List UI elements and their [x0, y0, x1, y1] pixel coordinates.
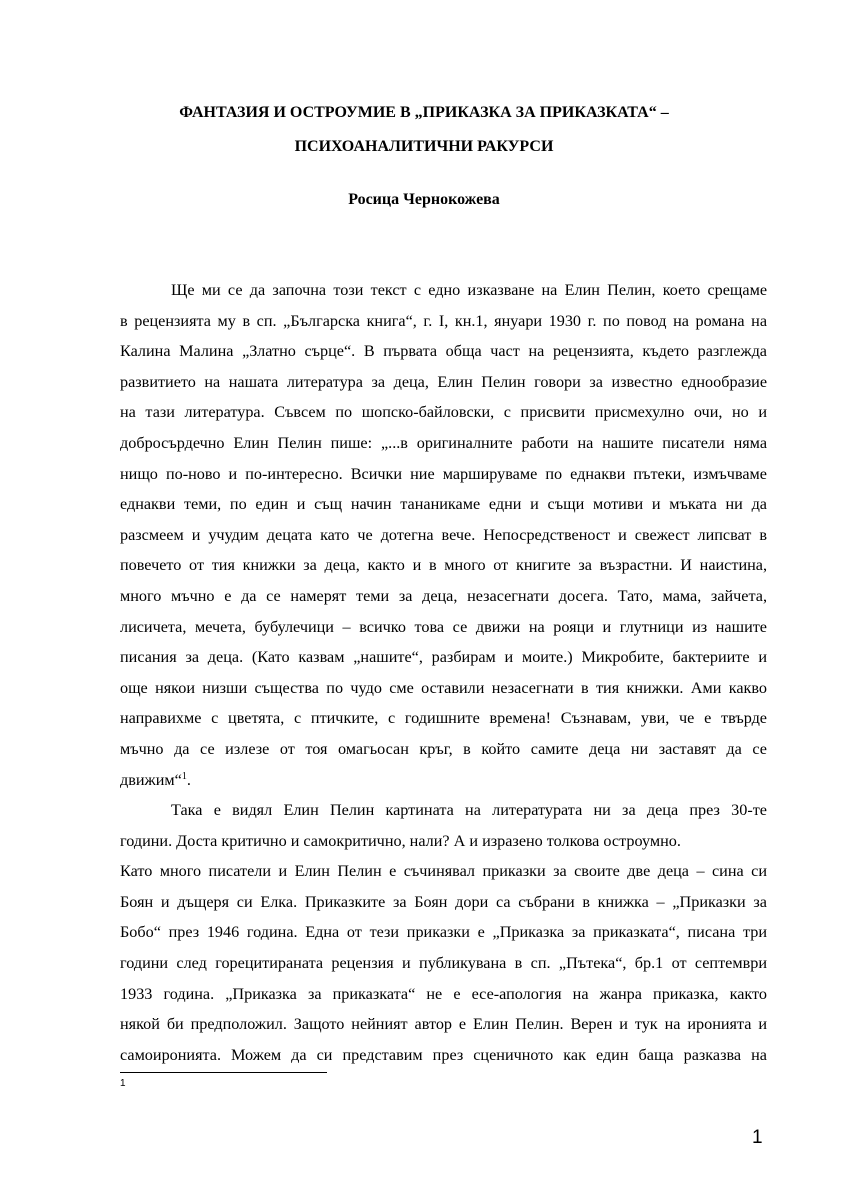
- text-line: повечето от тия книжки за деца, както и в много от книгите за възрастни. И наистина,: [120, 556, 767, 575]
- quote-end-text: движим“: [120, 770, 182, 789]
- text-line: развитието на нашата литература за деца, Елин Пелин говори за известно еднообразие: [120, 372, 767, 391]
- text-line: еднакви теми, по един и същ начин тананикаме едни и същи мотиви и мъката ни да: [120, 495, 767, 514]
- paragraph-1: [120, 275, 767, 795]
- title-line-2: ПСИХОАНАЛИТИЧНИ РАКУРСИ: [294, 138, 554, 155]
- text-line: самоиронията. Можем да си представим през сценичното как един баща разказва на: [120, 1045, 767, 1064]
- sentence-end: .: [186, 770, 191, 789]
- body-text: [120, 275, 767, 1070]
- paragraph-2: [120, 795, 767, 856]
- document-title: [90, 96, 758, 164]
- text-line: лисичета, мечета, бубулечици – всичко това се движи на рояци и глутници из нашите: [120, 617, 767, 636]
- text-line: Ще ми се да започна този текст с едно изказване на Елин Пелин, което срещаме: [171, 281, 767, 299]
- text-line: Така е видял Елин Пелин картината на литературата ни за деца през 30-те: [171, 801, 767, 820]
- text-line: Като много писатели и Елин Пелин е съчинявал приказки за своите две деца – сина си: [120, 862, 767, 881]
- text-line: години. Доста критично и самокритично, нали? А и изразено толкова остроумно.: [120, 831, 681, 850]
- text-line: добросърдечно Елин Пелин пише: „...в оригиналните работи на нашите писатели няма: [120, 433, 767, 452]
- text-line: направихме с цветята, с птичките, с годишните времена! Съзнавам, уви, че е твърде: [120, 709, 767, 728]
- text-line: Боян и дъщеря си Елка. Приказките за Боян дори са събрани в книжка – „Приказки за: [120, 892, 767, 911]
- author-name: Росица Чернокожева: [348, 191, 500, 208]
- text-line: някой би предположил. Защото нейният автор е Елин Пелин. Верен и тук на иронията и: [120, 1015, 767, 1034]
- paragraph-3: [120, 856, 767, 1070]
- text-line: още някои низши същества по чудо сме оставили незасегнати в тия книжки. Ами какво: [120, 678, 767, 697]
- text-line: Бобо“ през 1946 година. Една от тези приказки е „Приказка за приказката“, писана три: [120, 923, 767, 942]
- text-line: в рецензията му в сп. „Българска книга“, г. I, кн.1, януари 1930 г. по повод на романа на: [120, 311, 767, 330]
- page-number: 1: [752, 1127, 763, 1148]
- text-line: [120, 765, 767, 796]
- text-line: години след горецитираната рецензия и публикувана в сп. „Пътека“, бр.1 от септември: [120, 954, 767, 973]
- text-line: 1933 година. „Приказка за приказката“ не е есе-апология на жанра приказка, както: [120, 984, 767, 1003]
- footnote-separator: [120, 1072, 327, 1073]
- text-line: писания за деца. (Като казвам „нашите“, разбирам и моите.) Микробите, бактериите и: [120, 648, 767, 667]
- footnote-number: 1: [120, 1078, 126, 1089]
- text-line: много мъчно е да се намерят теми за деца, незасегнати досега. Тато, мама, зайчета,: [120, 586, 767, 605]
- text-line: нищо по-ново и по-интересно. Всички ние маршируваме по еднакви пътеки, измъчваме: [120, 464, 767, 483]
- text-line: разсмеем и учудим децата като че дотегна вече. Непосредственост и свежест липсват в: [120, 525, 767, 544]
- title-line-1: ФАНТАЗИЯ И ОСТРОУМИЕ В „ПРИКАЗКА ЗА ПРИКАЗКАТА“ –: [179, 104, 669, 121]
- footnote-reference[interactable]: 1: [181, 770, 187, 782]
- text-line: мъчно да се излезе от тоя омагьосан кръг, в който самите деца ни заставят да се: [120, 739, 767, 758]
- text-line: Калина Малина „Златно сърце“. В първата обща част на рецензията, където разглежда: [120, 342, 767, 361]
- text-line: на тази литература. Съвсем по шопско-байловски, с присвити присмехулно очи, но и: [120, 403, 767, 422]
